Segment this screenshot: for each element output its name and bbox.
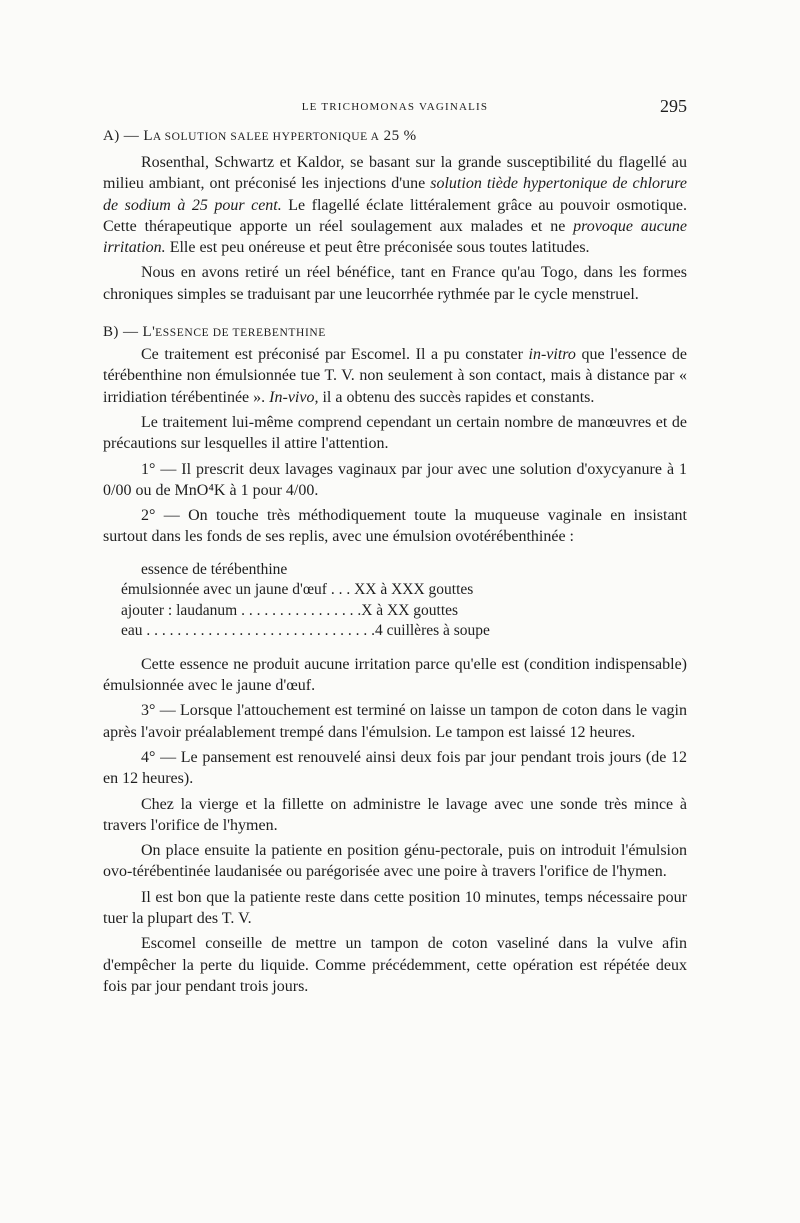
section-b-step-4: 4° — Le pansement est renouvelé ainsi deux fois par jour pendant trois jours (de 12 en 12 heures). bbox=[103, 748, 687, 788]
text-run: Rosenthal, Schwartz et Kaldor, se basant sur la grande susceptibilité du flagellé au milieu ambiant, ont préconisé les injections d'une bbox=[103, 154, 687, 193]
recipe-line: ajouter : laudanum . . . . . . . . . . . . . . . .X à XX gouttes bbox=[121, 601, 459, 619]
italic-run: in-vitro bbox=[528, 346, 576, 364]
section-b-paragraph-duration: Il est bon que la patiente reste dans cette position 10 minutes, temps nécessaire pour tuer la plupart des T. V. bbox=[103, 888, 687, 928]
section-b-step-3: 3° — Lorsque l'attouchement est terminé on laisse un tampon de coton dans le vagin après l'avoir préalablement trempé dans l'émulsion. Le tampon est laissé 12 heures. bbox=[103, 702, 687, 741]
section-b-paragraph-1 bbox=[103, 344, 687, 408]
section-b-label: B) — bbox=[103, 324, 143, 341]
page-number: 295 bbox=[660, 96, 687, 116]
running-title: LE TRICHOMONAS VAGINALIS bbox=[301, 101, 489, 113]
recipe-line: eau . . . . . . . . . . . . . . . . . . . . . . . . . . . . . .4 cuillères à soupe bbox=[121, 622, 490, 640]
section-a-title-value: 25 % bbox=[379, 128, 417, 144]
running-head bbox=[103, 96, 687, 118]
section-a-heading bbox=[103, 126, 687, 148]
section-b-title-first: L' bbox=[142, 324, 156, 341]
text-run: Ce traitement est préconisé par Escomel. Il a pu constater bbox=[141, 346, 529, 364]
italic-run: In-vivo, bbox=[269, 388, 319, 406]
section-b-title: ESSENCE DE TEREBENTHINE bbox=[155, 327, 326, 340]
recipe-line: émulsionnée avec un jaune d'œuf . . . XX à XXX gouttes bbox=[121, 581, 474, 599]
section-b-paragraph-virgin: Chez la vierge et la fillette on administre le lavage avec une sonde très mince à travers l'orifice de l'hymen. bbox=[103, 795, 687, 834]
text-run: Le flagellé éclate littéralement grâce au pouvoir osmotique. Cette thérapeutique apporte un réel soulagement aux malades et ne bbox=[103, 196, 688, 235]
section-b-paragraph-tampon: Escomel conseille de mettre un tampon de coton vaseliné dans la vulve afin d'empêcher la perte du liquide. Comme précédemment, cette opération est répétée deux fois par jour pendant trois jours. bbox=[103, 935, 687, 995]
section-b-step-2: 2° — On touche très méthodiquement toute la muqueuse vaginale en insistant surtout dans les fonds de ses replis, avec une émulsion ovotérébenthinée : bbox=[103, 507, 687, 546]
section-a-paragraph-2: Nous en avons retiré un réel bénéfice, tant en France qu'au Togo, dans les formes chroniques simples se traduisant par une leucorrhée rythmée par le cycle menstruel. bbox=[103, 264, 687, 303]
page-body bbox=[103, 126, 687, 997]
text-run: Elle est peu onéreuse et peut être préconisée sous toutes latitudes. bbox=[165, 239, 590, 257]
section-b-heading bbox=[103, 322, 687, 344]
section-b-paragraph-2: Le traitement lui-même comprend cependant un certain nombre de manœuvres et de précautions sur lesquelles il attire l'attention. bbox=[103, 413, 687, 453]
recipe-list bbox=[121, 560, 687, 642]
section-b-paragraph-position: On place ensuite la patiente en position génu-pectorale, puis on introduit l'émulsion ovo-térébentinée laudanisée ou parégorisée avec une poire à travers l'orifice de l'hymen. bbox=[103, 842, 687, 881]
text-run: que l'essence de térébenthine non émulsionnée tue T. V. non seulement à son contact, mais à distance par « irridiation térébentinée ». bbox=[103, 346, 688, 406]
section-a-label: A) — bbox=[103, 128, 144, 144]
section-b-step-1: 1° — Il prescrit deux lavages vaginaux par jour avec une solution d'oxycyanure à 1 0/00 ou de MnO⁴K à 1 pour 4/00. bbox=[103, 460, 687, 499]
section-a-paragraph-1 bbox=[103, 152, 687, 258]
section-b-paragraph-emulsion: Cette essence ne produit aucune irritation parce qu'elle est (condition indispensable) émulsionnée avec le jaune d'œuf. bbox=[103, 655, 687, 695]
recipe-line: essence de térébenthine bbox=[141, 560, 288, 578]
italic-run: solution tiède hypertonique de chlorure de sodium à 25 pour cent. bbox=[103, 175, 687, 214]
italic-run: provoque aucune irritation. bbox=[103, 217, 687, 257]
text-run: il a obtenu des succès rapides et constants. bbox=[318, 388, 595, 406]
section-a-title: A SOLUTION SALEE HYPERTONIQUE A bbox=[152, 131, 380, 143]
section-a-title-first: L bbox=[143, 128, 153, 144]
